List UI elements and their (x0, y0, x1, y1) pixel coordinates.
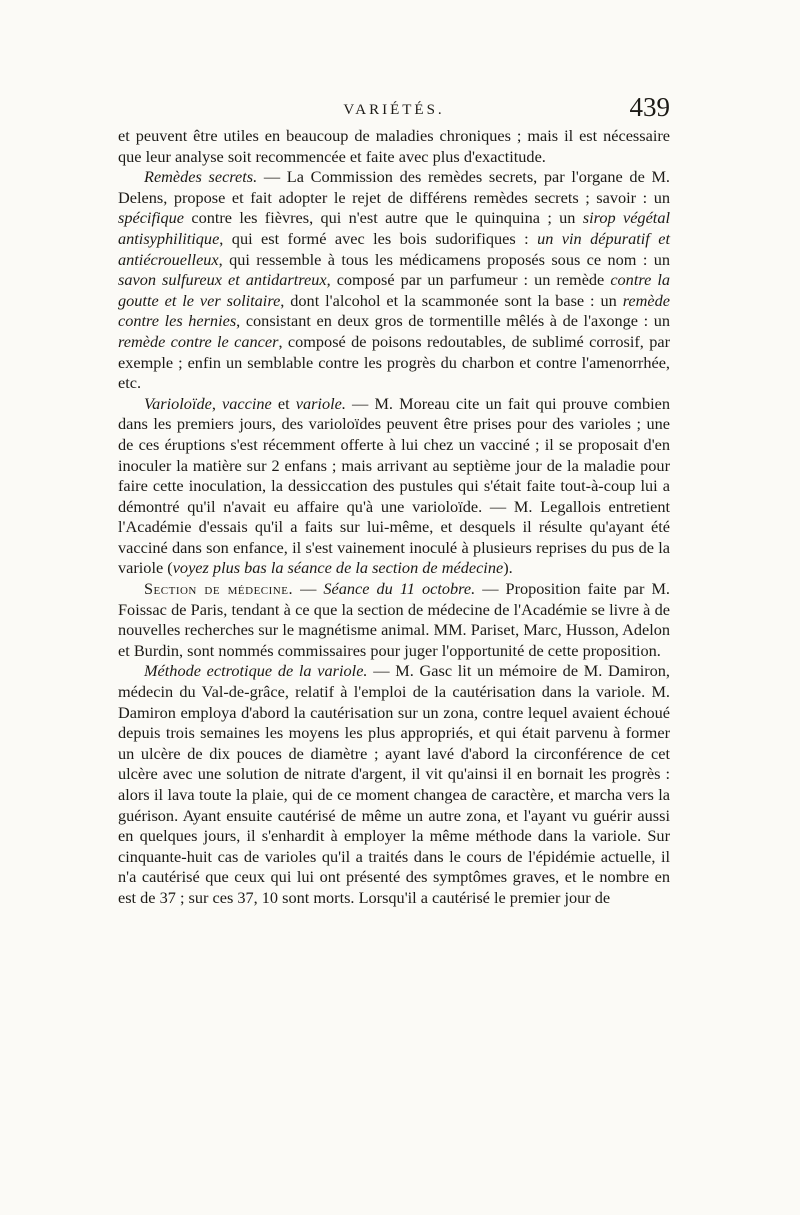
text-run: Remèdes secrets. (144, 167, 258, 187)
text-run: remède contre le cancer (118, 331, 279, 351)
text-run: , (211, 393, 223, 413)
paragraph-remedes-secrets (118, 167, 670, 394)
text-run: Méthode ectrotique de la variole. (144, 661, 368, 681)
text-run: contre les fièvres, qui n'est autre que le quinquina ; un (184, 208, 583, 228)
text-run: , qui ressemble à tous les médicamens proposés sous ce nom : un (218, 249, 670, 269)
text-run: voyez plus bas la séance de la section de médecine (172, 558, 504, 578)
text-run: — Proposition faite par M. Foissac de Paris, tendant à ce que la section de médecine de l'Académie se livre à de nouvelles recherches sur le magnétisme animal. MM. Pariset, Marc, Husson, Adelon et Burdin, sont nommés commissaires pour juger l'opportunité de cette proposition. (118, 579, 670, 660)
text-run: , composé par un parfumeur : un remède (326, 270, 611, 290)
text-run: — (293, 579, 324, 599)
text-run: Varioloïde (144, 393, 212, 413)
text-run: , qui est formé avec les bois sudorifiques : (219, 228, 538, 248)
paragraph-continuation (118, 126, 670, 167)
text-run: — M. Gasc lit un mémoire de M. Damiron, médecin du Val-de-grâce, relatif à l'emploi de la cautérisation dans la variole. M. Damiron employa d'abord la cautérisation sur un zona, contre lequel avaient échoué depuis trois semaines les moyens les plus appropriés, et qui était parvenu à former un ulcère de dix pouces de diamètre ; ayant lavé d'abord la circonférence de cet ulcère avec une solution de nitrate d'argent, il vit qu'ainsi il en bornait les progrès : alors il lava toute la plaie, qui de ce moment changea de caractère, et marcha vers la guérison. Ayant ensuite cautérisé de même un autre zona, et l'ayant vu guérir aussi en quelques jours, il s'enhardit à employer la même méthode dans la variole. Sur cinquante-huit cas de varioles qu'il a traités dans le cours de l'épidémie actuelle, il n'a cautérisé que ceux qui lui ont présenté des symptômes graves, et le nombre en est de 37 ; sur ces 37, 10 sont morts. Lorsqu'il a cautérisé le premier jour de (118, 661, 670, 907)
text-run: , consistant en deux gros de tormentille mêlés à de l'axonge : un (236, 311, 670, 331)
text-run: savon sulfureux et antidartreux (118, 270, 327, 290)
running-title: VARIÉTÉS. (343, 102, 445, 118)
text-run: Séance du 11 octobre. (323, 579, 476, 599)
text-run: ). (503, 558, 513, 578)
text-run: remède contre les hernies (118, 290, 670, 331)
text-run: et peuvent être utiles en beaucoup de maladies chroniques ; mais il est nécessaire que leur analyse soit recommencée et faite avec plus d'exactitude. (118, 126, 670, 166)
text-run: vaccine (222, 393, 272, 413)
text-run: — M. Moreau cite un fait qui prouve combien dans les premiers jours, des varioloïdes peuvent être prises pour des varioles ; une de ces éruptions s'est récemment offerte à lui chez un vacciné ; il se proposait d'en inoculer la matière sur 2 enfans ; mais arrivant au septième jour de la maladie pour faire cette inoculation, la dessiccation des pustules qui s'était faite tout-à-coup lui a démontré qu'il n'avait eu affaire qu'à une varioloïde. — M. Legallois entretient l'Académie d'essais qu'il a faits sur lui-même, et desquels il résulte qu'ayant été vacciné dans son enfance, il s'est vainement inoculé à plusieurs reprises du pus de la variole ( (118, 393, 670, 578)
page-number: 439 (629, 92, 670, 122)
paragraph-section-medecine (118, 579, 670, 661)
text-run: sirop végétal antisyphilitique (118, 208, 670, 248)
paragraph-methode-ectrotique (118, 661, 670, 908)
page-header (118, 92, 670, 130)
text-run: variole. (295, 393, 346, 413)
text-run: et (271, 393, 296, 413)
text-run: — La Commission des remèdes secrets, par l'organe de M. Delens, propose et fait adopter le rejet de différens remèdes secrets ; savoir : un (118, 167, 670, 207)
body-text (118, 126, 670, 909)
text-run: , dont l'alcohol et la scammonée sont la base : un (280, 290, 623, 310)
text-run: spécifique (118, 208, 185, 228)
text-run: Section de médecine. (144, 579, 294, 599)
text-run: un vin dépuratif et antiécrouelleux (118, 228, 671, 269)
text-run: contre la goutte et le ver solitaire (118, 270, 670, 310)
paragraph-varioloide (118, 394, 670, 579)
text-run: , composé de poisons redoutables, de sublimé corrosif, par exemple ; enfin un semblable contre les progrès du charbon et contre l'amenorrhée, etc. (118, 331, 670, 393)
